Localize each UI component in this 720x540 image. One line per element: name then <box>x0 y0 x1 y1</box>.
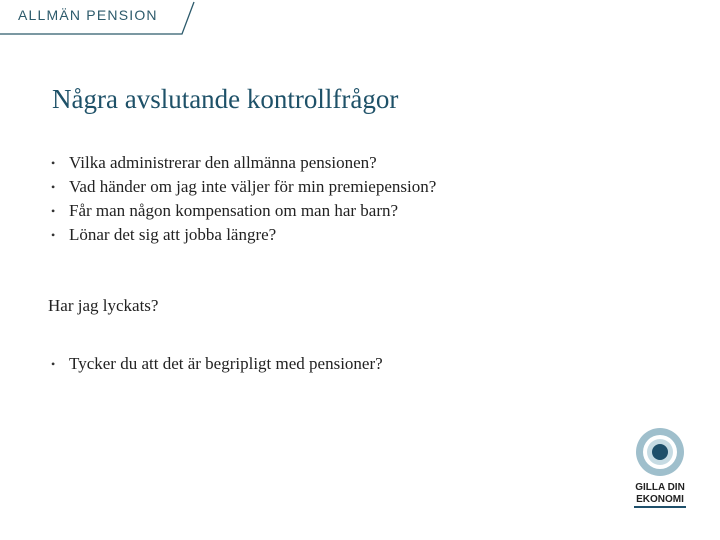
bullet-icon: • <box>51 204 56 218</box>
followup-list <box>48 352 688 376</box>
bullet-icon: • <box>51 156 56 170</box>
logo-text-line1: GILLA DIN <box>635 482 685 493</box>
question-text: Lönar det sig att jobba längre? <box>69 225 277 244</box>
followup-text: Tycker du att det är begripligt med pensioner? <box>69 354 383 373</box>
question-list <box>48 151 688 247</box>
logo-text-line2: EKONOMI <box>636 494 684 505</box>
list-item <box>48 352 688 376</box>
question-text: Vilka administrerar den allmänna pensionen? <box>69 153 377 172</box>
page-title: Några avslutande kontrollfrågor <box>52 84 399 114</box>
logo-underline <box>634 506 686 508</box>
header-tab <box>0 0 200 40</box>
bullet-icon: • <box>51 180 56 194</box>
subheading: Har jag lyckats? <box>48 296 159 315</box>
bullet-icon: • <box>51 357 56 371</box>
target-icon <box>628 424 692 480</box>
list-item <box>48 175 688 199</box>
question-text: Får man någon kompensation om man har barn? <box>69 201 399 220</box>
question-text: Vad händer om jag inte väljer för min premiepension? <box>69 177 437 196</box>
bullet-icon: • <box>51 228 56 242</box>
header-label: ALLMÄN PENSION <box>18 7 158 23</box>
list-item <box>48 199 688 223</box>
list-item <box>48 223 688 247</box>
list-item <box>48 151 688 175</box>
gilla-din-ekonomi-logo <box>628 424 692 514</box>
